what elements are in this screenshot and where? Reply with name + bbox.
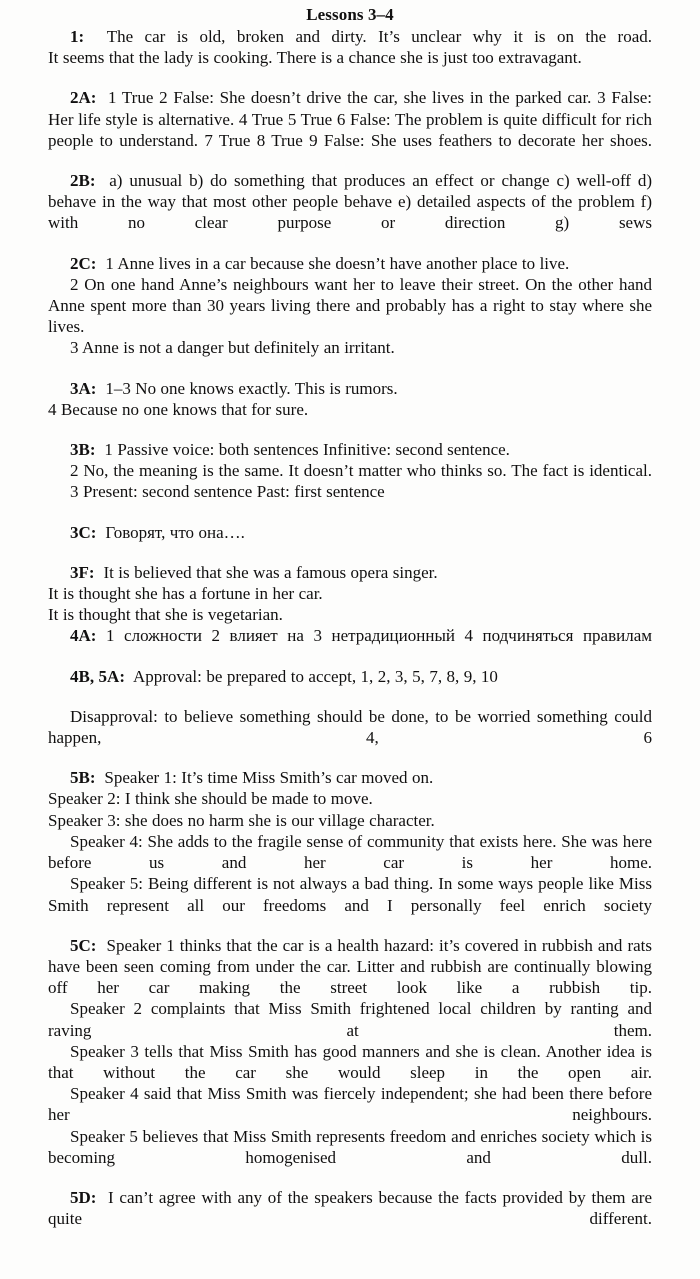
answer-text: 1 Anne lives in a car because she doesn’t have another place to live. [105,253,570,273]
spacer [48,687,652,706]
answer-line [48,399,652,420]
answer-block-5c [48,935,652,1168]
answer-text: It is believed that she was a famous opera singer. [103,562,438,582]
answer-block-4b-5a [48,666,652,687]
answer-block-disapproval [48,706,652,748]
answer-block-3f [48,562,652,626]
answer-line [48,831,652,873]
answer-line [48,1126,652,1168]
answer-line [48,47,652,68]
spacer [48,420,652,439]
answer-text: Speaker 4 said that Miss Smith was fiercely independent; she had been there before her neighbours. [48,1084,652,1125]
answer-line [48,253,652,274]
answer-line [48,562,652,583]
spacer [48,647,652,666]
answer-text: a) unusual b) do something that produces an effect or change c) well-off d) behave in the way that most other people behave e) detailed aspects of the problem f) with no clear purpose or direction g) sews [48,171,653,233]
answer-line [48,522,652,543]
answer-line [48,810,652,831]
answer-label: 2A: [70,88,97,108]
answer-block-3c [48,522,652,543]
spacer [48,68,652,87]
answer-text: 2 No, the meaning is the same. It doesn’t matter who thinks so. The fact is identical. [70,461,652,481]
answer-text: 1 True 2 False: She doesn’t drive the car, she lives in the parked car. 3 False: Her life style is alternative. 4 True 5 True 6 False: The problem is quite difficult for rich people to understand. 7 True 8 True 9 False: She uses feathers to decorate her shoes. [48,88,652,150]
answer-line [48,170,652,234]
answer-line [48,935,652,999]
answer-line [48,439,652,460]
answer-label: 2B: [70,171,96,191]
answer-line [48,767,652,788]
answer-text: Speaker 1: It’s time Miss Smith’s car moved on. [104,768,434,788]
answer-line [48,378,652,399]
answer-line [48,1187,652,1229]
answer-label: 4A: [70,626,97,646]
answer-line [48,706,652,748]
answer-text-cyrillic: Говорят, что она…. [105,522,245,542]
answer-text: Speaker 5: Being different is not always a bad thing. In some ways people like Miss Smith represent all our freedoms and I personally feel enrich society [48,874,652,915]
answer-line [48,873,652,915]
answer-block-2c [48,253,652,359]
page-title: Lessons 3–4 [306,5,394,24]
answer-block-3b [48,439,652,503]
answer-block-5d [48,1187,652,1229]
answer-label: 5D: [70,1187,97,1207]
answer-label: 1: [70,27,85,46]
answer-block-1 [48,26,652,68]
answer-line [48,87,652,151]
answer-label: 3B: [70,440,96,460]
answer-text: 3 Anne is not a danger but definitely an irritant. [70,338,395,358]
answer-text: Speaker 5 believes that Miss Smith represents freedom and enriches society which is becoming homogenised and dull. [48,1126,652,1167]
answer-label: 5C: [70,935,97,955]
answer-line [48,337,652,358]
spacer [48,748,652,767]
answer-label: 3A: [70,378,97,398]
answer-label: 5B: [70,768,96,788]
answer-line [48,481,652,502]
answer-text-cyrillic: 1 сложности 2 влияет на 3 нетрадиционный 4 подчиняться правилам [106,626,652,646]
answer-text: Speaker 1 thinks that the car is a health hazard: it’s covered in rubbish and rats have been seen coming from under the car. Litter and rubbish are continually blowing off her car making the street look like a rubbish tip. [48,935,652,998]
answer-line [48,666,652,687]
answer-label: 4B, 5A: [70,666,125,686]
answer-text: Speaker 2 complaints that Miss Smith frightened local children by ranting and raving at them. [48,999,652,1040]
spacer [48,503,652,522]
answer-text: 1 Passive voice: both sentences Infinitive: second sentence. [104,440,510,460]
answer-block-2b [48,170,652,234]
answer-line [48,604,652,625]
answer-label: 3F: [70,562,95,582]
answer-block-3a [48,378,652,420]
spacer [48,234,652,253]
answer-text: The car is old, broken and dirty. It’s unclear why it is on the road. [106,27,652,46]
answer-text: Approval: be prepared to accept, 1, 2, 3, 5, 7, 8, 9, 10 [132,666,498,686]
answer-line [48,1083,652,1125]
answer-label: 2C: [70,253,97,273]
spacer [48,1168,652,1187]
answer-block-2a [48,87,652,151]
answer-text: Disapproval: to believe something should be done, to be worried something could happen, 4, 6 [48,706,652,748]
answer-text: Speaker 4: She adds to the fragile sense of community that exists here. She was here before us and her car is her home. [48,831,652,873]
answer-line [48,788,652,809]
answer-line [48,1041,652,1083]
answer-text: I can’t agree with any of the speakers because the facts provided by them are quite different. [48,1187,652,1229]
answer-text: It seems that the lady is cooking. There is a chance she is just too extravagant. [48,48,582,68]
answer-text: It is thought she has a fortune in her car. [48,584,323,604]
answer-text: 3 Present: second sentence Past: first sentence [70,482,385,502]
answer-text: Speaker 3 tells that Miss Smith has good manners and she is clean. Another idea is that without the car she would sleep in the open air. [48,1041,652,1082]
answer-line [48,26,652,47]
answer-text: 2 On one hand Anne’s neighbours want her to leave their street. On the other hand Anne spent more than 30 years living there and probably has a right to stay where she lives. [48,274,652,337]
answer-label: 3C: [70,522,97,542]
answer-text: It is thought that she is vegetarian. [48,605,283,625]
spacer [48,916,652,935]
answer-block-4a [48,625,652,646]
spacer [48,359,652,378]
answer-text: 4 Because no one knows that for sure. [48,399,309,419]
spacer [48,543,652,562]
answer-text: Speaker 3: she does no harm she is our village character. [48,810,435,830]
answer-line [48,583,652,604]
answer-text: Speaker 2: I think she should be made to move. [48,789,373,809]
answer-line [48,998,652,1040]
answer-text: 1–3 No one knows exactly. This is rumors. [105,378,398,398]
answer-block-5b [48,767,652,915]
answer-line [48,274,652,338]
spacer [48,151,652,170]
answer-line [48,625,652,646]
answer-line [48,460,652,481]
